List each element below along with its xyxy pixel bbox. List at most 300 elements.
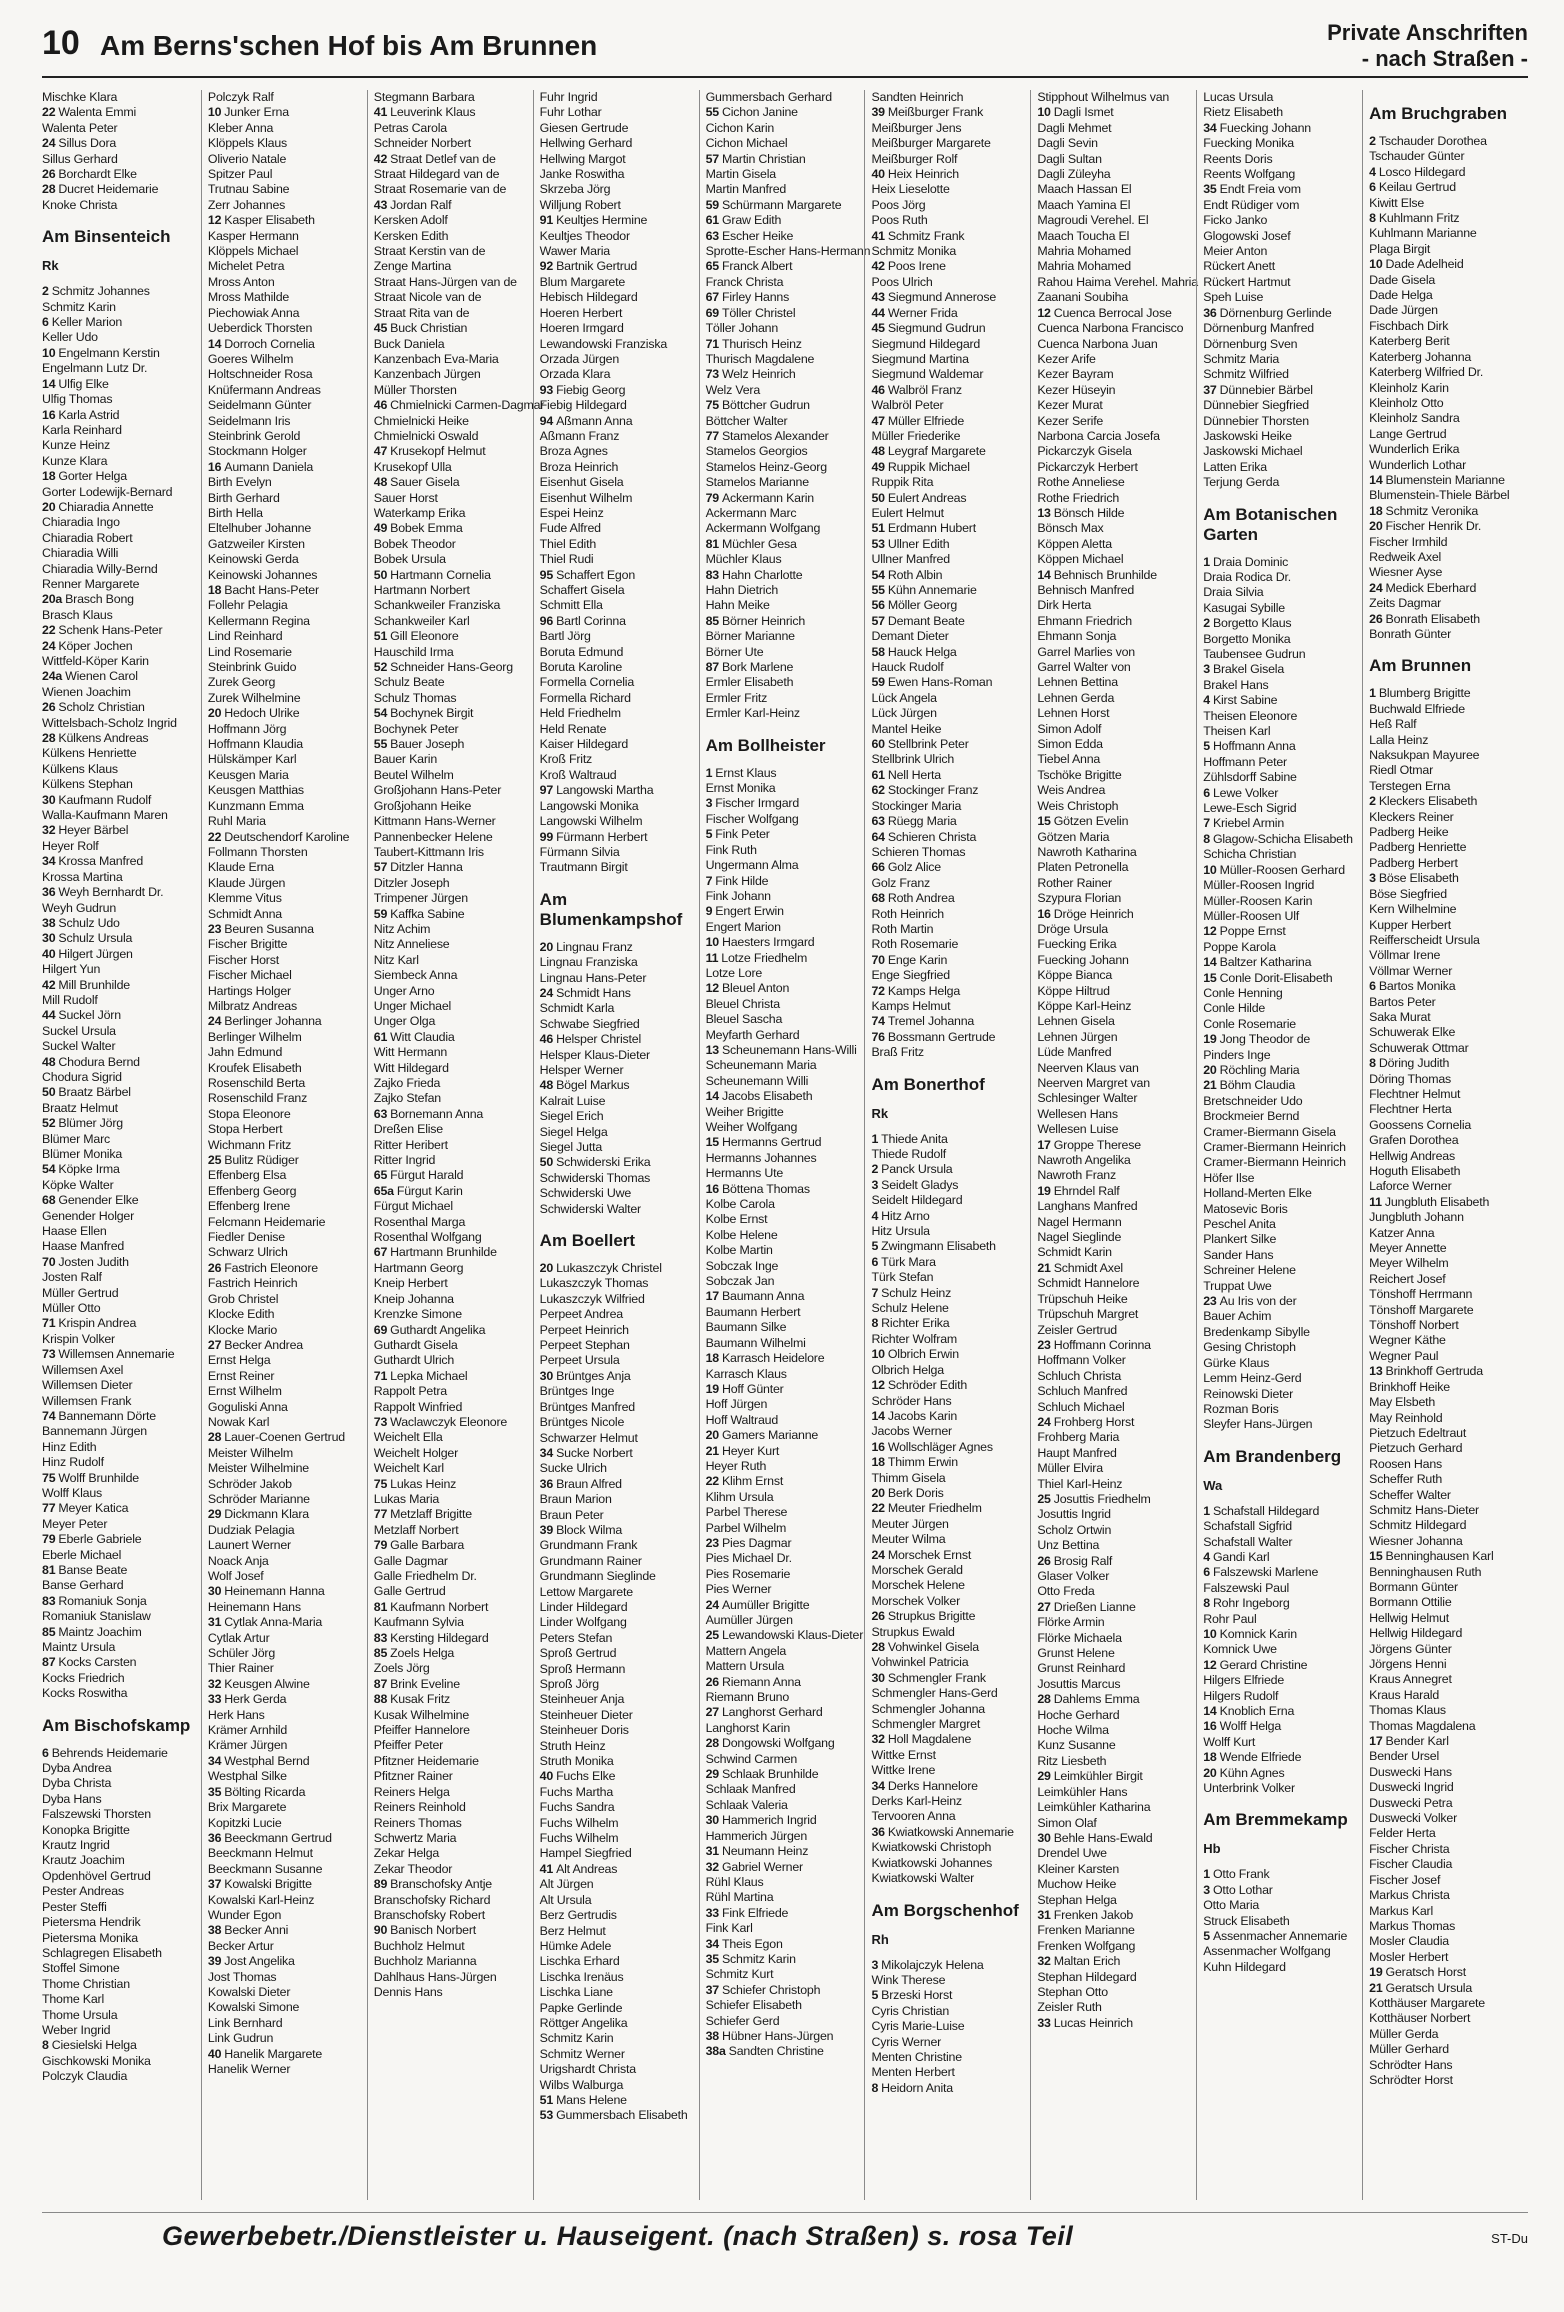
resident-entry bbox=[208, 1584, 363, 1599]
resident-entry bbox=[374, 1923, 529, 1938]
resident-entry bbox=[1037, 1076, 1192, 1091]
directory-column bbox=[864, 90, 1030, 2200]
resident-entry bbox=[1037, 1153, 1192, 1168]
resident-name: Ducret Heidemarie bbox=[58, 182, 159, 197]
house-number: 14 bbox=[1037, 567, 1051, 582]
resident-entry bbox=[42, 716, 197, 731]
resident-name: Krispin Andrea bbox=[58, 1316, 137, 1331]
resident-name: Leimkühler Hans bbox=[1037, 1784, 1128, 1799]
resident-entry bbox=[1037, 1939, 1192, 1954]
resident-name: Olbrich Erwin bbox=[887, 1347, 959, 1362]
resident-name: Hoguth Elisabeth bbox=[1369, 1164, 1461, 1178]
resident-name: Stegmann Barbara bbox=[373, 90, 475, 104]
resident-entry bbox=[42, 1625, 197, 1640]
resident-entry bbox=[871, 1409, 1026, 1424]
resident-entry bbox=[1037, 1384, 1192, 1399]
house-number: 72 bbox=[871, 983, 885, 998]
house-number: 14 bbox=[207, 336, 222, 351]
resident-name: Blum Margarete bbox=[539, 274, 626, 289]
resident-entry bbox=[540, 1754, 695, 1769]
house-number: 85 bbox=[373, 1646, 388, 1661]
directory-column bbox=[42, 90, 201, 2200]
resident-entry bbox=[42, 993, 197, 1008]
resident-entry bbox=[706, 1320, 861, 1335]
resident-entry bbox=[706, 1459, 861, 1474]
resident-name: Ewen Hans-Roman bbox=[887, 675, 993, 690]
house-number: 39 bbox=[207, 1954, 222, 1969]
resident-entry bbox=[42, 121, 197, 136]
resident-name: Schürmann Margarete bbox=[721, 197, 842, 212]
resident-entry bbox=[374, 198, 529, 213]
resident-name: Dade Gisela bbox=[1369, 272, 1436, 287]
resident-entry bbox=[540, 1739, 695, 1754]
resident-entry bbox=[540, 1431, 695, 1446]
resident-name: Krämer Arnhild bbox=[207, 1723, 288, 1738]
resident-entry bbox=[374, 814, 529, 829]
resident-name: Sprotte-Escher Hans-Hermann bbox=[705, 244, 871, 259]
resident-name: Leimkühler Birgit bbox=[1053, 1769, 1143, 1784]
resident-entry bbox=[1203, 1766, 1358, 1781]
resident-name: Tschöke Brigitte bbox=[1037, 767, 1122, 782]
resident-name: Roth Martin bbox=[871, 921, 934, 936]
resident-name: Aßmann Anna bbox=[556, 413, 633, 428]
resident-entry bbox=[871, 1030, 1026, 1045]
resident-name: Eberle Gabriele bbox=[58, 1532, 142, 1547]
resident-name: Neerven Klaus van bbox=[1037, 1060, 1139, 1075]
resident-name: Pietersma Hendrik bbox=[42, 1915, 141, 1930]
resident-entry bbox=[1037, 1430, 1192, 1445]
resident-entry bbox=[540, 1369, 695, 1384]
resident-entry bbox=[1369, 1179, 1524, 1194]
resident-name: Bornemann Anna bbox=[390, 1106, 484, 1121]
resident-entry bbox=[706, 1074, 861, 1089]
resident-entry bbox=[540, 1140, 695, 1155]
house-number: 83 bbox=[373, 1630, 388, 1645]
resident-name: Ernst Klaus bbox=[715, 765, 777, 780]
resident-entry bbox=[1203, 429, 1358, 444]
resident-entry bbox=[42, 685, 197, 700]
resident-name: Lind Rosemarie bbox=[207, 644, 292, 659]
resident-entry bbox=[1037, 768, 1192, 783]
resident-name: Brüntges Nicole bbox=[539, 1415, 625, 1430]
resident-entry bbox=[1203, 1898, 1358, 1913]
resident-entry bbox=[374, 1831, 529, 1846]
resident-name: Böttena Thomas bbox=[721, 1181, 810, 1196]
resident-entry bbox=[1203, 1519, 1358, 1534]
resident-entry bbox=[871, 213, 1026, 228]
resident-name: Jaskowski Heike bbox=[1203, 428, 1292, 443]
resident-entry bbox=[42, 1609, 197, 1624]
resident-entry bbox=[871, 891, 1026, 906]
resident-entry bbox=[871, 968, 1026, 983]
resident-entry bbox=[1037, 321, 1192, 336]
resident-entry bbox=[208, 213, 363, 228]
resident-name: Rahou Haima Verehel. Mahria bbox=[1037, 274, 1198, 289]
house-number: 59 bbox=[705, 197, 719, 212]
resident-entry bbox=[1369, 1934, 1524, 1949]
resident-name: Krossa Manfred bbox=[58, 854, 144, 869]
resident-name: Blümer Monika bbox=[42, 1147, 123, 1161]
resident-entry bbox=[208, 182, 363, 197]
house-number: 13 bbox=[1037, 505, 1051, 520]
resident-name: Schmitz Karin bbox=[721, 1951, 796, 1966]
resident-name: Knoblich Erna bbox=[1219, 1704, 1295, 1718]
resident-entry bbox=[1369, 411, 1524, 426]
resident-entry bbox=[1037, 722, 1192, 737]
resident-entry bbox=[1203, 632, 1358, 647]
house-number: 11 bbox=[705, 950, 719, 965]
resident-entry bbox=[208, 1276, 363, 1291]
page-title: Am Berns'schen Hof bis Am Brunnen bbox=[100, 30, 598, 61]
resident-entry bbox=[1037, 1261, 1192, 1276]
resident-entry bbox=[208, 984, 363, 999]
house-number: 17 bbox=[1037, 1137, 1051, 1152]
resident-name: Cuenca Berrocal Jose bbox=[1053, 305, 1172, 320]
house-number: 87 bbox=[373, 1676, 388, 1691]
resident-name: Welz Heinrich bbox=[721, 367, 796, 382]
resident-name: Berz Helmut bbox=[539, 1923, 606, 1938]
resident-name: Richter Erika bbox=[881, 1316, 950, 1331]
resident-entry bbox=[374, 321, 529, 336]
resident-entry bbox=[208, 1816, 363, 1831]
resident-name: Schafstall Sigfrid bbox=[1203, 1519, 1292, 1534]
house-number: 68 bbox=[42, 1193, 56, 1208]
resident-name: Poos Jörg bbox=[871, 197, 926, 212]
resident-entry bbox=[540, 1554, 695, 1569]
resident-name: Sproß Hermann bbox=[539, 1661, 626, 1676]
resident-name: Kamps Helga bbox=[887, 983, 961, 998]
resident-entry bbox=[706, 1813, 861, 1828]
resident-entry bbox=[374, 259, 529, 274]
resident-entry bbox=[1369, 242, 1524, 257]
resident-entry bbox=[871, 783, 1026, 798]
resident-name: Müchler Gesa bbox=[721, 536, 797, 551]
house-number: 73 bbox=[705, 367, 719, 382]
resident-name: Langhorst Gerhard bbox=[721, 1705, 823, 1720]
resident-entry bbox=[1037, 876, 1192, 891]
resident-name: Becker Andrea bbox=[224, 1337, 303, 1352]
resident-name: Kleinholz Karin bbox=[1369, 380, 1449, 395]
resident-name: Langowski Martha bbox=[556, 783, 654, 798]
resident-entry bbox=[706, 90, 861, 105]
resident-entry bbox=[871, 1840, 1026, 1855]
resident-entry bbox=[1369, 519, 1524, 534]
resident-name: Schieren Christa bbox=[887, 829, 977, 844]
resident-name: Hedoch Ulrike bbox=[224, 706, 300, 721]
resident-name: Zekar Theodor bbox=[373, 1861, 453, 1876]
house-number: 57 bbox=[705, 151, 719, 166]
resident-name: Kaiser Hildegard bbox=[539, 737, 629, 752]
resident-entry bbox=[1037, 1014, 1192, 1029]
resident-name: Nitz Achim bbox=[373, 921, 431, 936]
resident-name: Ackermann Wolfgang bbox=[705, 521, 821, 536]
resident-entry bbox=[208, 491, 363, 506]
resident-entry bbox=[42, 2023, 197, 2038]
resident-entry bbox=[42, 731, 197, 746]
resident-entry bbox=[1369, 1811, 1524, 1826]
resident-entry bbox=[374, 1507, 529, 1522]
resident-entry bbox=[1369, 733, 1524, 748]
resident-name: Werner Frida bbox=[887, 305, 958, 320]
resident-name: Siegmund Hildegard bbox=[871, 336, 981, 351]
resident-name: Boruta Karoline bbox=[539, 660, 623, 675]
resident-entry bbox=[1037, 1862, 1192, 1877]
resident-name: Blümer Jörg bbox=[58, 1116, 123, 1131]
resident-name: Follehr Pelagia bbox=[207, 598, 288, 613]
resident-entry bbox=[871, 1014, 1026, 1029]
resident-entry bbox=[1037, 1646, 1192, 1661]
resident-name: Heidorn Anita bbox=[881, 2080, 953, 2095]
resident-entry bbox=[871, 706, 1026, 721]
house-number: 35 bbox=[705, 1951, 719, 1966]
house-number: 69 bbox=[705, 305, 719, 320]
resident-name: Mikolajczyk Helena bbox=[881, 1957, 984, 1972]
resident-name: Siegmund Gudrun bbox=[887, 321, 986, 336]
resident-name: Reents Wolfgang bbox=[1203, 167, 1296, 182]
resident-entry bbox=[1203, 601, 1358, 616]
resident-name: Straat Rosemarie van de bbox=[373, 182, 507, 197]
resident-entry bbox=[374, 1970, 529, 1985]
resident-entry bbox=[1203, 1550, 1358, 1565]
resident-entry bbox=[1369, 334, 1524, 349]
resident-entry bbox=[42, 1671, 197, 1686]
house-number: 40 bbox=[871, 167, 885, 182]
resident-name: Fischer Henrik Dr. bbox=[1385, 519, 1482, 534]
resident-entry bbox=[374, 1400, 529, 1415]
resident-name: Gorter Lodewijk-Bernard bbox=[42, 484, 173, 499]
resident-name: Seidelt Gladys bbox=[881, 1177, 959, 1192]
resident-entry bbox=[374, 491, 529, 506]
resident-entry bbox=[42, 1655, 197, 1670]
resident-name: Börner Heinrich bbox=[721, 613, 806, 628]
resident-entry bbox=[374, 337, 529, 352]
resident-entry bbox=[706, 1521, 861, 1536]
resident-name: Becker Artur bbox=[207, 1938, 274, 1953]
resident-name: Braatz Helmut bbox=[42, 1100, 118, 1115]
house-number: 18 bbox=[1369, 503, 1383, 518]
street-heading: Am Bollheister bbox=[705, 735, 826, 755]
resident-entry bbox=[42, 2038, 197, 2053]
house-number: 51 bbox=[539, 2092, 554, 2107]
resident-entry bbox=[871, 1286, 1026, 1301]
resident-entry bbox=[208, 259, 363, 274]
resident-name: Martin Manfred bbox=[705, 182, 787, 197]
resident-entry bbox=[540, 1307, 695, 1322]
resident-name: Schwiderski Erika bbox=[556, 1155, 651, 1170]
resident-entry bbox=[1369, 565, 1524, 580]
resident-entry bbox=[42, 1301, 197, 1316]
resident-name: Hilgert Jürgen bbox=[58, 946, 133, 961]
resident-name: Effenberg Georg bbox=[207, 1183, 297, 1198]
resident-name: Brüntges Anja bbox=[556, 1368, 631, 1383]
resident-entry bbox=[1203, 1232, 1358, 1247]
resident-name: Wittfeld-Köper Karin bbox=[42, 654, 149, 668]
resident-entry bbox=[540, 1276, 695, 1291]
resident-entry bbox=[1037, 244, 1192, 259]
resident-entry bbox=[706, 1197, 861, 1212]
house-number: 19 bbox=[1369, 1965, 1383, 1980]
resident-name: Kezer Serife bbox=[1037, 413, 1104, 428]
resident-name: Link Gudrun bbox=[207, 2031, 274, 2046]
resident-entry bbox=[208, 1384, 363, 1399]
house-number: 3 bbox=[705, 796, 713, 811]
house-number: 32 bbox=[42, 823, 56, 838]
resident-entry bbox=[871, 1440, 1026, 1455]
resident-entry bbox=[540, 691, 695, 706]
resident-name: Fischer Irmhild bbox=[1369, 534, 1448, 549]
resident-entry bbox=[1037, 860, 1192, 875]
resident-entry bbox=[208, 1014, 363, 1029]
resident-entry bbox=[1369, 1056, 1524, 1071]
house-number: 16 bbox=[1037, 906, 1051, 921]
resident-entry bbox=[871, 568, 1026, 583]
resident-name: Dyba Andrea bbox=[42, 1761, 112, 1776]
house-number: 15 bbox=[705, 1135, 719, 1150]
resident-entry bbox=[1369, 1010, 1524, 1025]
resident-entry bbox=[1369, 2058, 1524, 2073]
house-number: 52 bbox=[42, 1116, 56, 1131]
house-number: 28 bbox=[207, 1430, 222, 1445]
house-number: 34 bbox=[705, 1936, 719, 1951]
resident-name: Bochynek Peter bbox=[373, 721, 459, 736]
resident-name: Hülskämper Karl bbox=[207, 752, 297, 767]
resident-entry bbox=[871, 1640, 1026, 1655]
house-number: 53 bbox=[539, 2108, 554, 2123]
resident-name: Götzen Evelin bbox=[1053, 814, 1129, 829]
house-number: 20 bbox=[1369, 519, 1383, 534]
resident-entry bbox=[871, 845, 1026, 860]
resident-entry bbox=[1369, 149, 1524, 164]
resident-entry bbox=[1037, 1615, 1192, 1630]
district-code: Wa bbox=[1203, 1477, 1223, 1493]
resident-entry bbox=[1369, 427, 1524, 442]
resident-entry bbox=[871, 1162, 1026, 1177]
resident-name: Meißburger Jens bbox=[871, 120, 962, 135]
resident-name: Hammerich Ingrid bbox=[721, 1813, 817, 1828]
house-number: 24a bbox=[42, 669, 63, 684]
directory-column bbox=[1030, 90, 1196, 2200]
resident-entry bbox=[1203, 213, 1358, 228]
resident-name: Rosenschild Franz bbox=[207, 1091, 308, 1106]
house-number: 20 bbox=[207, 706, 222, 721]
resident-name: Schüler Jörg bbox=[207, 1646, 276, 1661]
house-number: 28 bbox=[705, 1736, 719, 1751]
resident-name: Endt Rüdiger vom bbox=[1203, 197, 1300, 212]
resident-entry bbox=[706, 981, 861, 996]
house-number: 73 bbox=[42, 1347, 56, 1362]
resident-entry bbox=[374, 1323, 529, 1338]
resident-entry bbox=[42, 377, 197, 392]
resident-name: Banse Gerhard bbox=[42, 1578, 124, 1593]
resident-entry bbox=[1203, 1356, 1358, 1371]
house-number: 7 bbox=[871, 1285, 879, 1300]
resident-name: Zeits Dagmar bbox=[1369, 596, 1442, 611]
resident-name: Cyris Christian bbox=[871, 2003, 950, 2018]
resident-entry bbox=[1203, 662, 1358, 677]
resident-entry bbox=[706, 812, 861, 827]
resident-name: Thome Karl bbox=[42, 1992, 105, 2007]
resident-entry bbox=[208, 1230, 363, 1245]
resident-entry bbox=[208, 414, 363, 429]
resident-entry bbox=[1369, 257, 1524, 272]
house-number: 8 bbox=[1203, 1596, 1210, 1611]
resident-entry bbox=[1203, 460, 1358, 475]
resident-entry bbox=[1203, 616, 1358, 631]
resident-entry bbox=[540, 2108, 695, 2123]
resident-entry bbox=[1203, 755, 1358, 770]
resident-entry bbox=[374, 1014, 529, 1029]
resident-entry bbox=[374, 1168, 529, 1183]
resident-name: Wunderlich Lothar bbox=[1369, 457, 1467, 472]
resident-entry bbox=[540, 1970, 695, 1985]
resident-entry bbox=[1369, 1826, 1524, 1841]
resident-entry bbox=[706, 1551, 861, 1566]
resident-entry bbox=[208, 1631, 363, 1646]
house-number: 56 bbox=[871, 598, 885, 613]
resident-name: Bauer Joseph bbox=[390, 737, 465, 752]
resident-entry bbox=[1037, 1893, 1192, 1908]
resident-entry bbox=[1369, 1950, 1524, 1965]
resident-name: Müller Elvira bbox=[1037, 1461, 1103, 1476]
resident-name: Türk Mara bbox=[881, 1254, 936, 1269]
resident-name: Kleinholz Otto bbox=[1369, 395, 1444, 410]
resident-entry bbox=[208, 598, 363, 613]
resident-entry bbox=[1037, 1030, 1192, 1045]
resident-name: Witt Hildegard bbox=[373, 1060, 449, 1075]
resident-entry bbox=[42, 1255, 197, 1270]
resident-entry bbox=[540, 259, 695, 274]
house-number: 35 bbox=[207, 1784, 222, 1799]
resident-name: Alt Ursula bbox=[539, 1892, 592, 1907]
resident-name: Welz Vera bbox=[705, 382, 761, 397]
resident-entry bbox=[706, 1829, 861, 1844]
resident-entry bbox=[540, 860, 695, 875]
resident-name: Birth Evelyn bbox=[207, 475, 272, 490]
district-code: Rh bbox=[871, 1931, 889, 1947]
house-number: 24 bbox=[1037, 1414, 1051, 1429]
resident-name: Rosenschild Berta bbox=[207, 1076, 306, 1090]
resident-entry bbox=[540, 537, 695, 552]
resident-entry bbox=[208, 1877, 363, 1892]
resident-entry bbox=[374, 1846, 529, 1861]
resident-entry bbox=[208, 675, 363, 690]
resident-name: Wolff Helga bbox=[1219, 1719, 1282, 1734]
resident-entry bbox=[540, 583, 695, 598]
resident-name: Markus Christa bbox=[1369, 1888, 1450, 1903]
resident-entry bbox=[871, 1486, 1026, 1501]
resident-entry bbox=[1369, 226, 1524, 241]
resident-entry bbox=[1203, 1078, 1358, 1093]
resident-name: Steinheuer Doris bbox=[539, 1723, 629, 1738]
resident-name: Schulz Ursula bbox=[58, 931, 133, 946]
resident-entry bbox=[871, 984, 1026, 999]
resident-entry bbox=[1369, 1380, 1524, 1395]
resident-entry bbox=[1203, 275, 1358, 290]
house-number: 20 bbox=[42, 499, 56, 514]
resident-name: Weiher Brigitte bbox=[705, 1104, 784, 1119]
house-number: 13 bbox=[705, 1042, 719, 1057]
resident-entry bbox=[42, 1792, 197, 1807]
house-number: 21 bbox=[1369, 1980, 1383, 1995]
resident-name: Fürgut Michael bbox=[373, 1199, 453, 1214]
house-number: 34 bbox=[42, 854, 56, 869]
resident-name: Kleiner Karsten bbox=[1037, 1861, 1120, 1876]
resident-name: Pietzuch Gerhard bbox=[1369, 1441, 1463, 1456]
resident-entry bbox=[1203, 878, 1358, 893]
resident-entry bbox=[42, 1162, 197, 1177]
resident-entry bbox=[706, 1582, 861, 1597]
resident-name: Keultjes Hermine bbox=[556, 213, 648, 228]
